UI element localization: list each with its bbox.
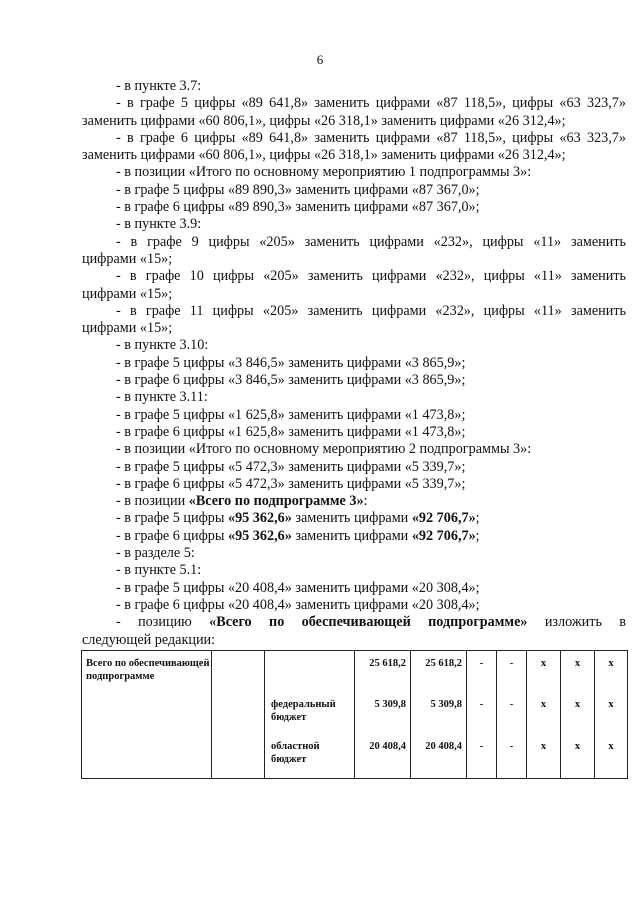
text-line: - в пункте 3.7: [116,78,202,94]
text-line: следующей редакции: [82,631,216,648]
budget-table [81,650,628,779]
table-cell: x [608,741,614,752]
text-fragment: ; [475,510,480,527]
text-line-bold [82,528,626,545]
table-cell: x [540,699,547,710]
text-line-bold [82,493,626,510]
source-cell: федеральный бюджет [271,699,336,723]
table-column-11 [595,651,628,779]
text-line: заменить цифрами «60 806,1», цифры «26 318,1» заменить цифрами «26 312,4»; [82,112,566,129]
text-line: - в графе 5 цифры «89 890,3» заменить цифрами «87 367,0»; [116,181,480,198]
text-line: - в графе 9 цифры «205» заменить цифрами «232», цифры «11» заменить [116,233,626,250]
text-line: - в графе 6 цифры «89 890,3» заменить цифрами «87 367,0»; [116,199,480,216]
text-line: - в пункте 3.10: [116,337,209,354]
bold-fragment: «92 706,7» [411,510,476,527]
table-cell: - [479,699,484,710]
table-cell: - [479,658,484,669]
text-fragment: - в графе 5 цифры [116,510,228,527]
text-line: - в позиции «Итого по основному мероприятию 2 подпрограммы 3»: [116,441,532,458]
text-line: - в пункте 5.1: [116,562,202,579]
text-line: - в графе 5 цифры «20 408,4» заменить цифрами «20 308,4»; [116,579,480,596]
table-cell: - [509,699,514,710]
text-fragment: заменить цифрами [291,527,412,544]
table-cell: - [509,658,514,669]
bold-fragment: «Всего по обеспечивающей подпрограмме» [209,614,528,631]
text-line: - в графе 5 цифры «1 625,8» заменить цифрами «1 473,8»; [116,406,466,423]
bold-fragment: «92 706,7» [411,527,476,544]
text-fragment: заменить цифрами [291,510,412,527]
text-line: - в графе 6 цифры «20 408,4» заменить цифрами «20 308,4»; [116,596,480,613]
text-line: - в графе 5 цифры «89 641,8» заменить цифрами «87 118,5», цифры «63 323,7» [116,95,626,112]
text-fragment: - позицию [116,614,210,631]
text-line-bold [82,510,626,527]
table-column-5 [355,651,411,779]
table-cell: - [509,741,514,752]
text-line: заменить цифрами «60 806,1», цифры «26 318,1» заменить цифрами «26 312,4»; [82,147,566,164]
text-fragment: изложить в [527,614,626,631]
bold-fragment: «95 362,6» [227,510,292,527]
text-line: - в пункте 3.9: [116,216,202,233]
text-line: - в графе 6 цифры «3 846,5» заменить цифрами «3 865,9»; [116,372,466,389]
text-line: - в графе 5 цифры «5 472,3» заменить цифрами «5 339,7»; [116,458,466,475]
text-line: - в пункте 3.11: [116,389,208,406]
text-line: - в графе 10 цифры «205» заменить цифрами «232», цифры «11» заменить [116,268,626,285]
bold-fragment: «Всего по подпрограмме 3» [188,493,364,510]
text-line: - в графе 5 цифры «3 846,5» заменить цифрами «3 865,9»; [116,354,466,371]
text-line: цифрами «15»; [82,320,173,337]
amendment-text [82,78,626,649]
table-cell: x [574,741,581,752]
table-cell: x [608,699,614,710]
text-fragment: - в позиции [116,493,189,510]
bold-fragment: «95 362,6» [227,527,292,544]
table-empty-cell [212,651,265,779]
source-cell [265,651,354,691]
table-cell: x [574,699,581,710]
table-column-7 [467,651,497,779]
text-line: - в разделе 5: [116,545,195,562]
text-line: - в графе 6 цифры «1 625,8» заменить цифрами «1 473,8»; [116,423,466,440]
text-line: - в графе 6 цифры «5 472,3» заменить цифрами «5 339,7»; [116,475,466,492]
table-column-10 [561,651,595,779]
table-cell: 5 309,8 [430,699,462,710]
text-line-bold [82,614,626,631]
table-name: Всего по обеспечивающей подпрограмме [86,658,210,682]
table-column-9 [527,651,561,779]
table-cell: 20 408,4 [369,741,406,752]
table-cell: - [479,741,484,752]
page-number: 6 [316,52,324,67]
text-line: - в графе 6 цифры «89 641,8» заменить цифрами «87 118,5», цифры «63 323,7» [116,129,626,146]
table-source-column [265,651,355,779]
table-cell: 25 618,2 [425,658,462,669]
table-cell: x [540,741,547,752]
text-fragment: : [363,493,368,510]
table-column-6 [411,651,467,779]
table-cell: x [574,658,581,669]
table-cell: x [540,658,547,669]
table-name-cell [82,651,212,779]
text-fragment: - в графе 6 цифры [116,527,228,544]
text-line: - в графе 11 цифры «205» заменить цифрами «232», цифры «11» заменить [116,302,626,319]
source-cell: областной бюджет [271,741,320,765]
table-cell: 25 618,2 [369,658,406,669]
table-cell: x [608,658,614,669]
text-line: цифрами «15»; [82,250,173,267]
text-line: цифрами «15»; [82,285,173,302]
table-cell: 5 309,8 [374,699,406,710]
text-fragment: ; [475,527,480,544]
text-line: - в позиции «Итого по основному мероприятию 1 подпрограммы 3»: [116,164,532,181]
table-column-8 [497,651,527,779]
table-cell: 20 408,4 [425,741,462,752]
